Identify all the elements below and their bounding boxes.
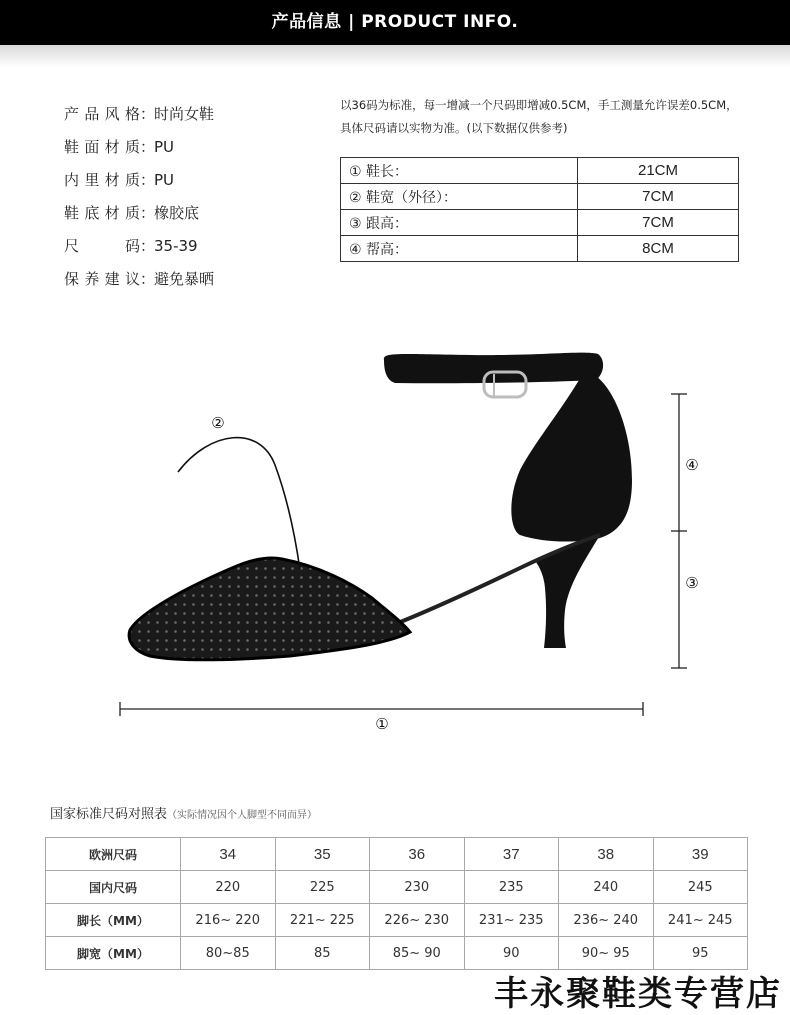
heel-marker: ③ <box>685 574 699 592</box>
header-shadow <box>0 45 790 67</box>
size-chart-title-text: 国家标准尺码对照表 <box>50 807 168 822</box>
attribute-label: 内里材质 <box>64 171 140 189</box>
attribute-label: 产品风格 <box>64 105 140 123</box>
table-cell: 221~ 225 <box>275 904 370 937</box>
size-chart-table <box>45 837 748 970</box>
table-cell: 95 <box>653 937 748 970</box>
table-cell: 38 <box>559 838 654 871</box>
table-row <box>46 937 748 970</box>
attribute-label: 鞋底材质 <box>64 204 140 222</box>
measurement-row <box>341 184 739 210</box>
attribute-row <box>64 100 324 133</box>
table-cell: 85~ 90 <box>370 937 465 970</box>
table-cell: 34 <box>181 838 276 871</box>
measurement-label: ③ 跟高： <box>341 210 578 236</box>
attribute-colon: ： <box>140 171 156 189</box>
heel <box>536 535 600 648</box>
table-cell: 245 <box>653 871 748 904</box>
measurement-row <box>341 210 739 236</box>
table-cell: 235 <box>464 871 559 904</box>
shoe-diagram <box>0 330 790 750</box>
size-note-line: 具体尺码请以实物为准。(以下数据仅供参考) <box>340 121 568 135</box>
table-row <box>46 871 748 904</box>
shoe-vamp <box>129 558 410 660</box>
table-cell: 241~ 245 <box>653 904 748 937</box>
measurement-value: 7CM <box>578 210 739 236</box>
table-cell: 230 <box>370 871 465 904</box>
measurement-value: 7CM <box>578 184 739 210</box>
size-chart-subtitle: （实际情况因个人脚型不同而异） <box>167 810 318 821</box>
table-cell: 236~ 240 <box>559 904 654 937</box>
attribute-row <box>64 232 324 265</box>
measurement-label: ② 鞋宽（外径）： <box>341 184 578 210</box>
row-header: 脚长（MM） <box>46 904 181 937</box>
attribute-value: PU <box>154 171 175 189</box>
attribute-colon: ： <box>140 237 156 255</box>
measurement-value: 21CM <box>578 158 739 184</box>
measurement-label: ① 鞋长： <box>341 158 578 184</box>
table-cell: 35 <box>275 838 370 871</box>
table-cell: 39 <box>653 838 748 871</box>
size-note <box>340 94 760 140</box>
attribute-colon: ： <box>140 204 156 222</box>
table-cell: 37 <box>464 838 559 871</box>
attribute-value: 35-39 <box>154 237 198 255</box>
attribute-label: 尺码 <box>64 237 140 255</box>
store-name: 丰永聚鞋类专营店 <box>494 974 782 1014</box>
attribute-colon: ： <box>140 270 156 288</box>
attribute-value: PU <box>154 138 175 156</box>
table-cell: 80~85 <box>181 937 276 970</box>
table-row <box>46 838 748 871</box>
table-row <box>46 904 748 937</box>
measurement-label: ④ 帮高： <box>341 236 578 262</box>
table-cell: 36 <box>370 838 465 871</box>
measurement-row <box>341 158 739 184</box>
attribute-row <box>64 199 324 232</box>
measurement-table <box>340 157 739 262</box>
heel-counter <box>511 370 632 542</box>
row-header: 国内尺码 <box>46 871 181 904</box>
table-cell: 226~ 230 <box>370 904 465 937</box>
table-cell: 240 <box>559 871 654 904</box>
attribute-colon: ： <box>140 105 156 123</box>
attribute-row <box>64 133 324 166</box>
attribute-label: 鞋面材质 <box>64 138 140 156</box>
attribute-row <box>64 265 324 298</box>
row-header: 脚宽（MM） <box>46 937 181 970</box>
attribute-label: 保养建议 <box>64 270 140 288</box>
attribute-list <box>64 100 324 298</box>
header-title: 产品信息 | PRODUCT INFO. <box>271 12 519 32</box>
upper-marker: ④ <box>685 456 699 474</box>
size-note-line: 以36码为标准，每一增减一个尺码即增减0.5CM，手工测量允许误差0.5CM， <box>340 98 738 112</box>
length-marker: ① <box>375 715 389 733</box>
table-cell: 216~ 220 <box>181 904 276 937</box>
table-cell: 90~ 95 <box>559 937 654 970</box>
row-header: 欧洲尺码 <box>46 838 181 871</box>
size-chart-title <box>50 803 317 822</box>
table-cell: 225 <box>275 871 370 904</box>
attribute-value: 避免暴晒 <box>154 270 215 288</box>
attribute-row <box>64 166 324 199</box>
table-cell: 90 <box>464 937 559 970</box>
attribute-value: 时尚女鞋 <box>154 105 215 123</box>
table-cell: 231~ 235 <box>464 904 559 937</box>
table-cell: 220 <box>181 871 276 904</box>
table-cell: 85 <box>275 937 370 970</box>
width-marker: ② <box>211 414 225 432</box>
attribute-value: 橡胶底 <box>154 204 200 222</box>
width-arrow <box>178 438 300 570</box>
measurement-value: 8CM <box>578 236 739 262</box>
measurement-row <box>341 236 739 262</box>
attribute-colon: ： <box>140 138 156 156</box>
